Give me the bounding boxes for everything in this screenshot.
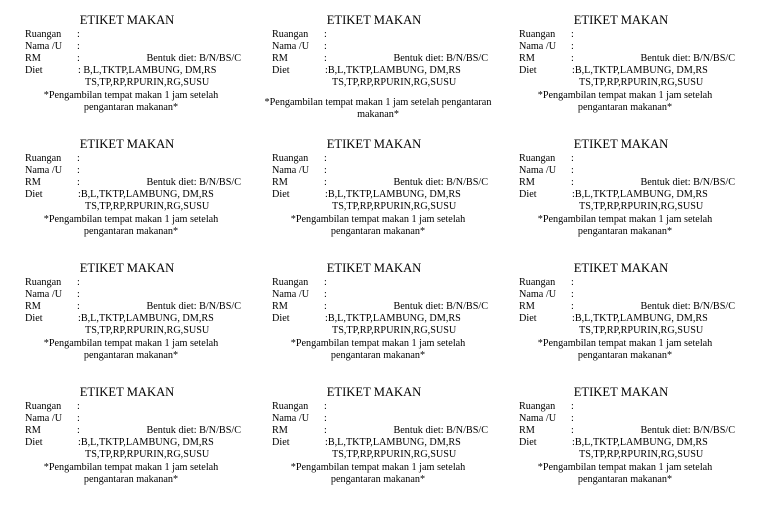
nama-label: Nama /U <box>25 165 63 176</box>
diet-label: Diet <box>25 437 43 448</box>
nama-label: Nama /U <box>272 165 310 176</box>
rm-colon: : <box>77 425 80 436</box>
diet-label: Diet <box>272 437 290 448</box>
diet-label: Diet <box>272 313 290 324</box>
diet-options-line1: :B,L,TKTP,LAMBUNG, DM,RS <box>572 313 708 324</box>
diet-options-line1: :B,L,TKTP,LAMBUNG, DM,RS <box>78 189 214 200</box>
etiket-title: ETIKET MAKAN <box>79 137 175 151</box>
rm-label: RM <box>25 301 41 312</box>
ruangan-colon: : <box>571 401 574 412</box>
nama-colon: : <box>571 289 574 300</box>
diet-options-line2: TS,TP,RP,RPURIN,RG,SUSU <box>332 449 457 460</box>
ruangan-colon: : <box>77 29 80 40</box>
rm-label: RM <box>519 53 535 64</box>
etiket-label-3 <box>519 13 751 133</box>
etiket-title: ETIKET MAKAN <box>326 137 422 151</box>
etiket-title: ETIKET MAKAN <box>573 385 669 399</box>
pickup-note: *Pengambilan tempat makan 1 jam setelah pengantaran makanan* <box>537 90 713 114</box>
diet-options-line1: :B,L,TKTP,LAMBUNG, DM,RS <box>572 437 708 448</box>
ruangan-label: Ruangan <box>25 153 62 164</box>
diet-options-line1: :B,L,TKTP,LAMBUNG, DM,RS <box>78 313 214 324</box>
rm-label: RM <box>519 425 535 436</box>
rm-colon: : <box>77 177 80 188</box>
pickup-note: *Pengambilan tempat makan 1 jam setelah pengantaran makanan* <box>43 462 219 486</box>
diet-options-line2: TS,TP,RP,RPURIN,RG,SUSU <box>332 201 457 212</box>
rm-colon: : <box>324 301 327 312</box>
etiket-title: ETIKET MAKAN <box>79 385 175 399</box>
etiket-title: ETIKET MAKAN <box>79 13 175 27</box>
nama-colon: : <box>77 165 80 176</box>
rm-colon: : <box>324 177 327 188</box>
rm-label: RM <box>272 301 288 312</box>
nama-label: Nama /U <box>519 289 557 300</box>
bentuk-diet-text: Bentuk diet: B/N/BS/C <box>393 53 488 64</box>
ruangan-colon: : <box>324 153 327 164</box>
ruangan-label: Ruangan <box>272 401 309 412</box>
nama-colon: : <box>77 413 80 424</box>
bentuk-diet-text: Bentuk diet: B/N/BS/C <box>146 177 241 188</box>
etiket-label-6 <box>519 137 751 257</box>
ruangan-colon: : <box>571 277 574 288</box>
etiket-title: ETIKET MAKAN <box>573 13 669 27</box>
ruangan-label: Ruangan <box>272 29 309 40</box>
diet-options-line2: TS,TP,RP,RPURIN,RG,SUSU <box>332 325 457 336</box>
ruangan-label: Ruangan <box>25 401 62 412</box>
nama-colon: : <box>324 413 327 424</box>
nama-colon: : <box>324 165 327 176</box>
etiket-label-10 <box>25 385 257 505</box>
ruangan-colon: : <box>571 153 574 164</box>
bentuk-diet-text: Bentuk diet: B/N/BS/C <box>393 177 488 188</box>
pickup-note: *Pengambilan tempat makan 1 jam setelah pengantaran makanan* <box>537 462 713 486</box>
diet-options-line1: : B,L,TKTP,LAMBUNG, DM,RS <box>78 65 217 76</box>
nama-label: Nama /U <box>519 41 557 52</box>
diet-options-line2: TS,TP,RP,RPURIN,RG,SUSU <box>332 77 457 88</box>
pickup-note: *Pengambilan tempat makan 1 jam setelah pengantaran makanan* <box>43 214 219 238</box>
nama-colon: : <box>77 41 80 52</box>
etiket-label-7 <box>25 261 257 381</box>
etiket-label-1 <box>25 13 257 133</box>
pickup-note: *Pengambilan tempat makan 1 jam setelah pengantaran makanan* <box>290 338 466 362</box>
nama-colon: : <box>324 41 327 52</box>
rm-label: RM <box>25 177 41 188</box>
diet-options-line2: TS,TP,RP,RPURIN,RG,SUSU <box>85 449 210 460</box>
bentuk-diet-text: Bentuk diet: B/N/BS/C <box>640 425 735 436</box>
pickup-note: *Pengambilan tempat makan 1 jam setelah pengantaran makanan* <box>264 97 492 121</box>
diet-label: Diet <box>519 189 537 200</box>
nama-label: Nama /U <box>519 413 557 424</box>
diet-options-line1: :B,L,TKTP,LAMBUNG, DM,RS <box>78 437 214 448</box>
nama-colon: : <box>324 289 327 300</box>
pickup-note: *Pengambilan tempat makan 1 jam setelah pengantaran makanan* <box>290 462 466 486</box>
diet-options-line2: TS,TP,RP,RPURIN,RG,SUSU <box>579 325 704 336</box>
nama-colon: : <box>77 289 80 300</box>
etiket-title: ETIKET MAKAN <box>573 137 669 151</box>
diet-options-line1: :B,L,TKTP,LAMBUNG, DM,RS <box>572 65 708 76</box>
diet-options-line2: TS,TP,RP,RPURIN,RG,SUSU <box>579 449 704 460</box>
etiket-label-9 <box>519 261 751 381</box>
rm-label: RM <box>519 301 535 312</box>
rm-label: RM <box>25 425 41 436</box>
ruangan-label: Ruangan <box>519 401 556 412</box>
rm-colon: : <box>324 53 327 64</box>
nama-label: Nama /U <box>25 41 63 52</box>
ruangan-colon: : <box>77 277 80 288</box>
rm-colon: : <box>571 53 574 64</box>
etiket-label-11 <box>272 385 504 505</box>
etiket-label-5 <box>272 137 504 257</box>
diet-label: Diet <box>25 65 43 76</box>
diet-label: Diet <box>519 65 537 76</box>
diet-options-line1: :B,L,TKTP,LAMBUNG, DM,RS <box>325 189 461 200</box>
nama-label: Nama /U <box>25 289 63 300</box>
rm-colon: : <box>77 301 80 312</box>
ruangan-label: Ruangan <box>519 153 556 164</box>
diet-label: Diet <box>25 313 43 324</box>
ruangan-label: Ruangan <box>272 277 309 288</box>
ruangan-label: Ruangan <box>519 277 556 288</box>
bentuk-diet-text: Bentuk diet: B/N/BS/C <box>146 425 241 436</box>
rm-label: RM <box>25 53 41 64</box>
ruangan-colon: : <box>324 401 327 412</box>
diet-label: Diet <box>272 65 290 76</box>
nama-label: Nama /U <box>519 165 557 176</box>
diet-label: Diet <box>519 437 537 448</box>
etiket-label-2 <box>264 13 504 133</box>
pickup-note: *Pengambilan tempat makan 1 jam setelah pengantaran makanan* <box>43 338 219 362</box>
ruangan-colon: : <box>77 153 80 164</box>
rm-colon: : <box>324 425 327 436</box>
etiket-label-12 <box>519 385 751 505</box>
diet-options-line2: TS,TP,RP,RPURIN,RG,SUSU <box>579 201 704 212</box>
ruangan-colon: : <box>571 29 574 40</box>
nama-label: Nama /U <box>25 413 63 424</box>
ruangan-colon: : <box>324 277 327 288</box>
diet-options-line1: :B,L,TKTP,LAMBUNG, DM,RS <box>325 437 461 448</box>
bentuk-diet-text: Bentuk diet: B/N/BS/C <box>640 177 735 188</box>
rm-colon: : <box>571 177 574 188</box>
nama-label: Nama /U <box>272 289 310 300</box>
etiket-title: ETIKET MAKAN <box>573 261 669 275</box>
nama-colon: : <box>571 41 574 52</box>
ruangan-label: Ruangan <box>519 29 556 40</box>
etiket-title: ETIKET MAKAN <box>79 261 175 275</box>
pickup-note: *Pengambilan tempat makan 1 jam setelah pengantaran makanan* <box>537 214 713 238</box>
diet-options-line2: TS,TP,RP,RPURIN,RG,SUSU <box>579 77 704 88</box>
ruangan-label: Ruangan <box>25 277 62 288</box>
pickup-note: *Pengambilan tempat makan 1 jam setelah pengantaran makanan* <box>537 338 713 362</box>
etiket-label-8 <box>272 261 504 381</box>
bentuk-diet-text: Bentuk diet: B/N/BS/C <box>640 301 735 312</box>
diet-options-line2: TS,TP,RP,RPURIN,RG,SUSU <box>85 201 210 212</box>
bentuk-diet-text: Bentuk diet: B/N/BS/C <box>393 425 488 436</box>
bentuk-diet-text: Bentuk diet: B/N/BS/C <box>146 53 241 64</box>
etiket-title: ETIKET MAKAN <box>326 13 422 27</box>
rm-label: RM <box>519 177 535 188</box>
diet-label: Diet <box>272 189 290 200</box>
nama-label: Nama /U <box>272 413 310 424</box>
pickup-note: *Pengambilan tempat makan 1 jam setelah pengantaran makanan* <box>43 90 219 114</box>
pickup-note: *Pengambilan tempat makan 1 jam setelah pengantaran makanan* <box>290 214 466 238</box>
diet-options-line1: :B,L,TKTP,LAMBUNG, DM,RS <box>572 189 708 200</box>
rm-colon: : <box>571 425 574 436</box>
rm-label: RM <box>272 53 288 64</box>
diet-label: Diet <box>519 313 537 324</box>
rm-label: RM <box>272 177 288 188</box>
ruangan-colon: : <box>77 401 80 412</box>
rm-label: RM <box>272 425 288 436</box>
rm-colon: : <box>77 53 80 64</box>
bentuk-diet-text: Bentuk diet: B/N/BS/C <box>640 53 735 64</box>
nama-label: Nama /U <box>272 41 310 52</box>
diet-label: Diet <box>25 189 43 200</box>
diet-options-line2: TS,TP,RP,RPURIN,RG,SUSU <box>85 325 210 336</box>
diet-options-line2: TS,TP,RP,RPURIN,RG,SUSU <box>85 77 210 88</box>
ruangan-colon: : <box>324 29 327 40</box>
nama-colon: : <box>571 413 574 424</box>
ruangan-label: Ruangan <box>25 29 62 40</box>
bentuk-diet-text: Bentuk diet: B/N/BS/C <box>393 301 488 312</box>
rm-colon: : <box>571 301 574 312</box>
diet-options-line1: :B,L,TKTP,LAMBUNG, DM,RS <box>325 313 461 324</box>
bentuk-diet-text: Bentuk diet: B/N/BS/C <box>146 301 241 312</box>
etiket-title: ETIKET MAKAN <box>326 261 422 275</box>
diet-options-line1: :B,L,TKTP,LAMBUNG, DM,RS <box>325 65 461 76</box>
ruangan-label: Ruangan <box>272 153 309 164</box>
etiket-label-4 <box>25 137 257 257</box>
nama-colon: : <box>571 165 574 176</box>
etiket-title: ETIKET MAKAN <box>326 385 422 399</box>
